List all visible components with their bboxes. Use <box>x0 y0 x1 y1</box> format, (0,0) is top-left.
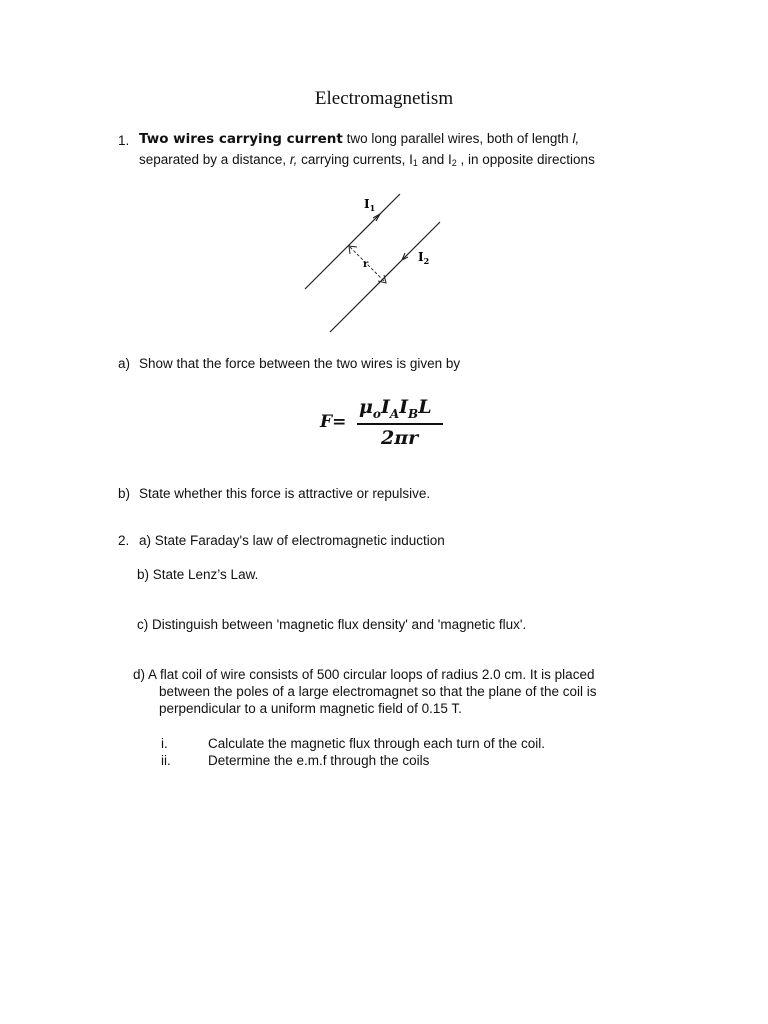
q1-part-b-text: State whether this force is attractive or repulsive. <box>139 486 431 501</box>
formula-numerator: $\mu_oI_AI_BL$ <box>359 396 432 421</box>
q1-part-a-text: Show that the force between the two wires is given by <box>139 356 461 371</box>
formula-denominator: 2πr <box>381 427 419 449</box>
q1-line2-b: carrying currents, I <box>297 152 413 167</box>
q2-part-b: b) State Lenz’s Law. <box>137 567 259 582</box>
fraction-bar <box>357 423 443 425</box>
q1-and: and I <box>417 152 452 167</box>
q1-sub2: 2 <box>451 158 457 168</box>
q2-part-d-line3: perpendicular to a uniform magnetic field of 0.15 T. <box>159 701 462 716</box>
q2-d-item-1-numeral: i. <box>161 736 168 751</box>
q1-length-symbol: l, <box>572 131 580 146</box>
page-title: Electromagnetism <box>314 88 454 109</box>
q1-distance-symbol: r, <box>289 152 298 167</box>
q1-lead-bold: Two wires carrying current <box>139 131 343 147</box>
q1-text-a: two long parallel wires, both of length <box>342 131 573 146</box>
q2-part-c: c) Distinguish between 'magnetic flux density' and 'magnetic flux'. <box>137 617 527 632</box>
q2-part-a: a) State Faraday's law of electromagnetic induction <box>139 533 445 548</box>
q1-part-a-letter: a) <box>118 356 131 371</box>
wire-1-line <box>305 194 400 289</box>
q1-number: 1. <box>118 133 130 148</box>
q2-d-item-1-text: Calculate the magnetic flux through each turn of the coil. <box>208 736 545 751</box>
q2-part-d-line1: d) A flat coil of wire consists of 500 circular loops of radius 2.0 cm. It is placed <box>133 667 595 682</box>
q1-line1 <box>139 131 579 147</box>
parallel-wires-diagram <box>300 188 450 338</box>
q2-d-item-2-numeral: ii. <box>161 753 171 768</box>
q2-number: 2. <box>118 533 130 548</box>
q1-line2 <box>139 152 595 168</box>
label-r: r <box>363 259 369 270</box>
q1-sub1: 1 <box>412 158 418 168</box>
q1-part-b-letter: b) <box>118 486 131 501</box>
q1-line2-a: separated by a distance, <box>139 152 290 167</box>
q2-part-d-line2: between the poles of a large electromagnet so that the plane of the coil is <box>159 684 597 699</box>
label-i1: $I_1$ <box>364 197 376 213</box>
label-i2: $I_2$ <box>418 250 430 266</box>
q2-d-item-2-text: Determine the e.m.f through the coils <box>208 753 430 768</box>
q1-line2-c: , in opposite directions <box>456 152 595 167</box>
formula-lhs: F= <box>320 412 347 432</box>
